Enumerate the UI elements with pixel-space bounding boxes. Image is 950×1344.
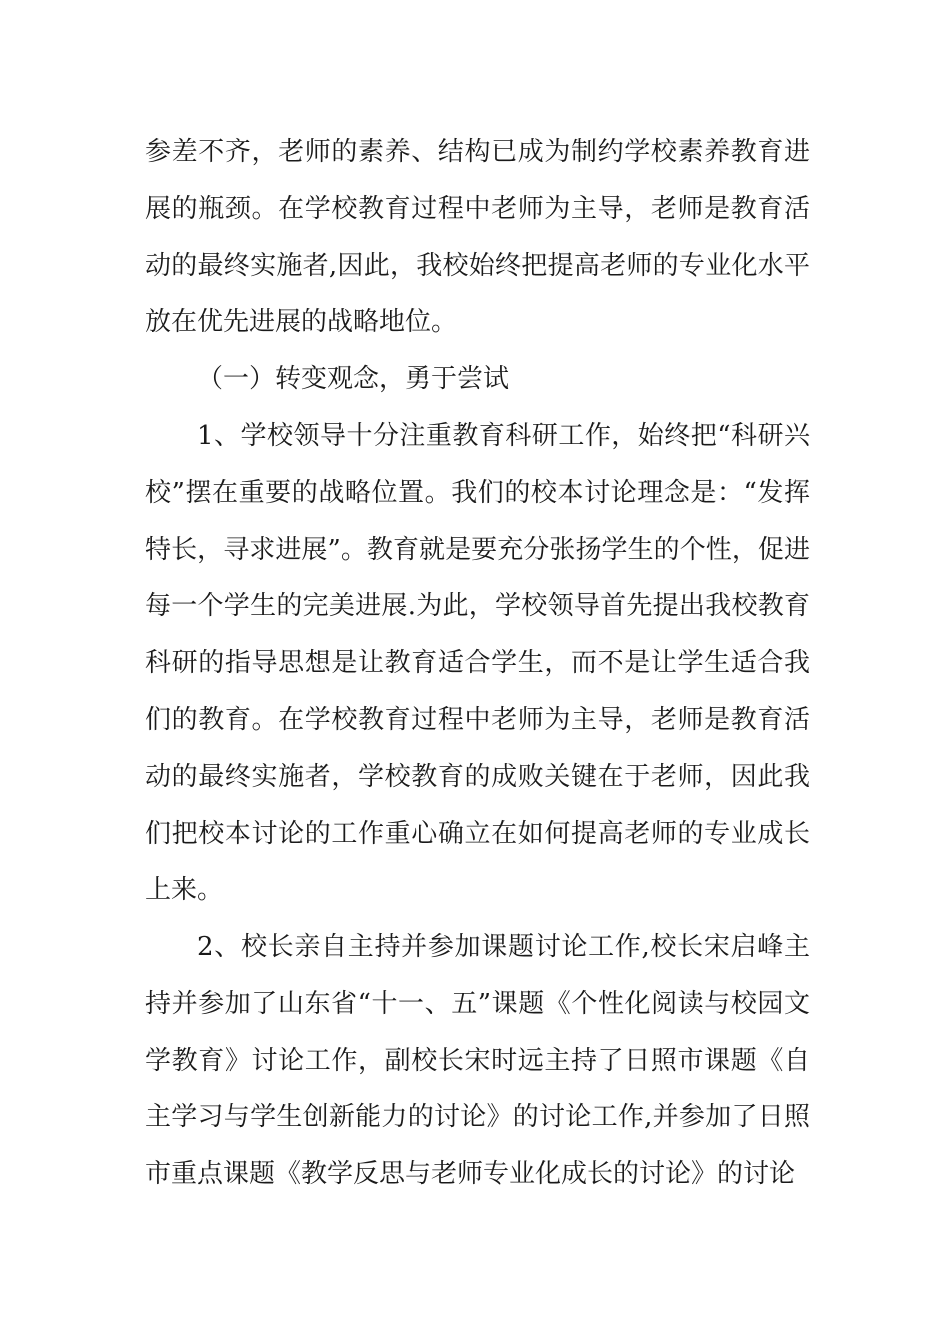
paragraph-continuation: [145, 124, 810, 351]
paragraph-text: 参差不齐，老师的素养、结构已成为制约学校素养教育进展的瓶颈。在学校教育过程中老师为主导，老师是教育活动的最终实施者,因此，我校始终把提高老师的专业化水平放在优先进展的战略地位。: [145, 137, 810, 338]
section-heading-text: （一）转变观念，勇于尝试: [197, 364, 510, 394]
section-heading: [145, 351, 810, 408]
paragraph-item-1: [145, 408, 810, 919]
paragraph-text: 2、校长亲自主持并参加课题讨论工作,校长宋启峰主持并参加了山东省“十一、五”课题《个性化阅读与校园文学教育》讨论工作，副校长宋时远主持了日照市课题《自主学习与学生创新能力的讨论》的讨论工作,并参加了日照市重点课题《教学反思与老师专业化成长的讨论》的讨论: [145, 932, 810, 1190]
paragraph-item-2: [145, 919, 810, 1203]
paragraph-text: 1、学校领导十分注重教育科研工作，始终把“科研兴校”摆在重要的战略位置。我们的校本讨论理念是：“发挥特长，寻求进展”。教育就是要充分张扬学生的个性，促进每一个学生的完美进展.为此，学校领导首先提出我校教育科研的指导思想是让教育适合学生，而不是让学生适合我们的教育。在学校教育过程中老师为主导，老师是教育活动的最终实施者，学校教育的成败关键在于老师，因此我们把校本讨论的工作重心确立在如何提高老师的专业成长上来。: [145, 421, 810, 906]
